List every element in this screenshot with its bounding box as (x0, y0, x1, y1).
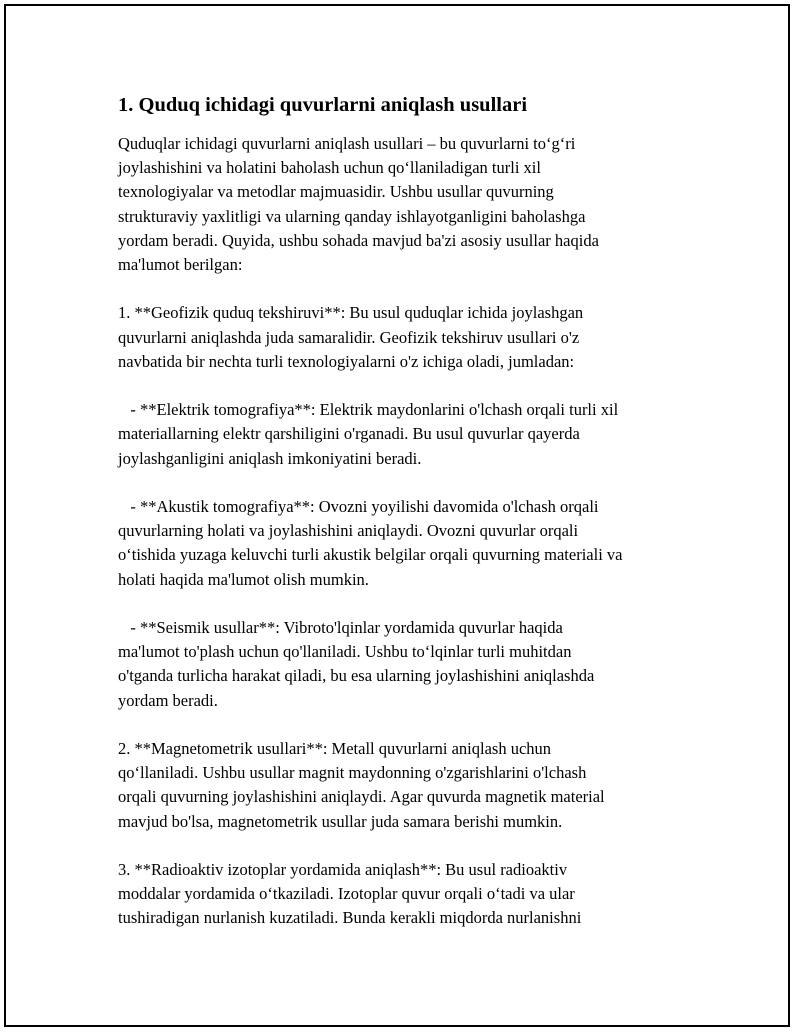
paragraph-gap (118, 277, 698, 301)
magnetometric-methods-paragraph: 2. **Magnetometrik usullari**: Metall quvurlarni aniqlash uchun qo‘llaniladi. Ushbu usullar magnit maydonning o'zgarishlarini o'lchash orqali quvurning joylashishini aniqlaydi. Agar quvurda magnetik material mavjud bo'lsa, magnetometrik usullar juda samara berishi mumkin. (118, 739, 605, 831)
acoustic-tomography-paragraph: - **Akustik tomografiya**: Ovozni yoyilishi davomida o'lchash orqali quvurlarning holati va joylashishini aniqlaydi. Ovozni quvurlar orqali o‘tishida yuzaga keluvchi turli akustik belgilar orqali quvurning materiali va holati haqida ma'lumot olish mumkin. (118, 497, 623, 589)
intro-paragraph: Quduqlar ichidagi quvurlarni aniqlash usullari – bu quvurlarni to‘g‘ri joylashishini va holatini baholash uchun qo‘llaniladigan turli xil texnologiyalar va metodlar majmuasidir. Ushbu usullar quvurning strukturaviy yaxlitligi va ularning qanday ishlayotganligini baholashga yordam beradi. Quyida, ushbu sohada mavjud ba'zi asosiy usullar haqida ma'lumot berilgan: (118, 134, 599, 275)
document-body (118, 92, 698, 931)
paragraph-gap (118, 834, 698, 858)
document-title: 1. Quduq ichidagi quvurlarni aniqlash usullari (118, 94, 528, 116)
paragraph-gap (118, 592, 698, 616)
geophysical-survey-paragraph: 1. **Geofizik quduq tekshiruvi**: Bu usul quduqlar ichida joylashgan quvurlarni aniqlashda juda samaralidir. Geofizik tekshiruv usullari o'z navbatida bir nechta turli texnologiyalarni o'z ichiga oladi, jumladan: (118, 303, 584, 371)
paragraph-gap (118, 471, 698, 495)
paragraph-gap (118, 713, 698, 737)
radioactive-isotopes-paragraph: 3. **Radioaktiv izotoplar yordamida aniqlash**: Bu usul radioaktiv moddalar yordamida o‘tkaziladi. Izotoplar quvur orqali o‘tadi va ular tushiradigan nurlanish kuzatiladi. Bunda kerakli miqdorda nurlanishni (118, 860, 582, 928)
seismic-methods-paragraph: - **Seismik usullar**: Vibroto'lqinlar yordamida quvurlar haqida ma'lumot to'plash uchun qo'llaniladi. Ushbu to‘lqinlar turli muhitdan o'tganda turlicha harakat qiladi, bu esa ularning joylashishini aniqlashda yordam beradi. (118, 618, 595, 710)
electric-tomography-paragraph: - **Elektrik tomografiya**: Elektrik maydonlarini o'lchash orqali turli xil materiallarning elektr qarshiligini o'rganadi. Bu usul quvurlar qayerda joylashganligini aniqlash imkoniyatini beradi. (118, 400, 619, 468)
paragraph-gap (118, 374, 698, 398)
